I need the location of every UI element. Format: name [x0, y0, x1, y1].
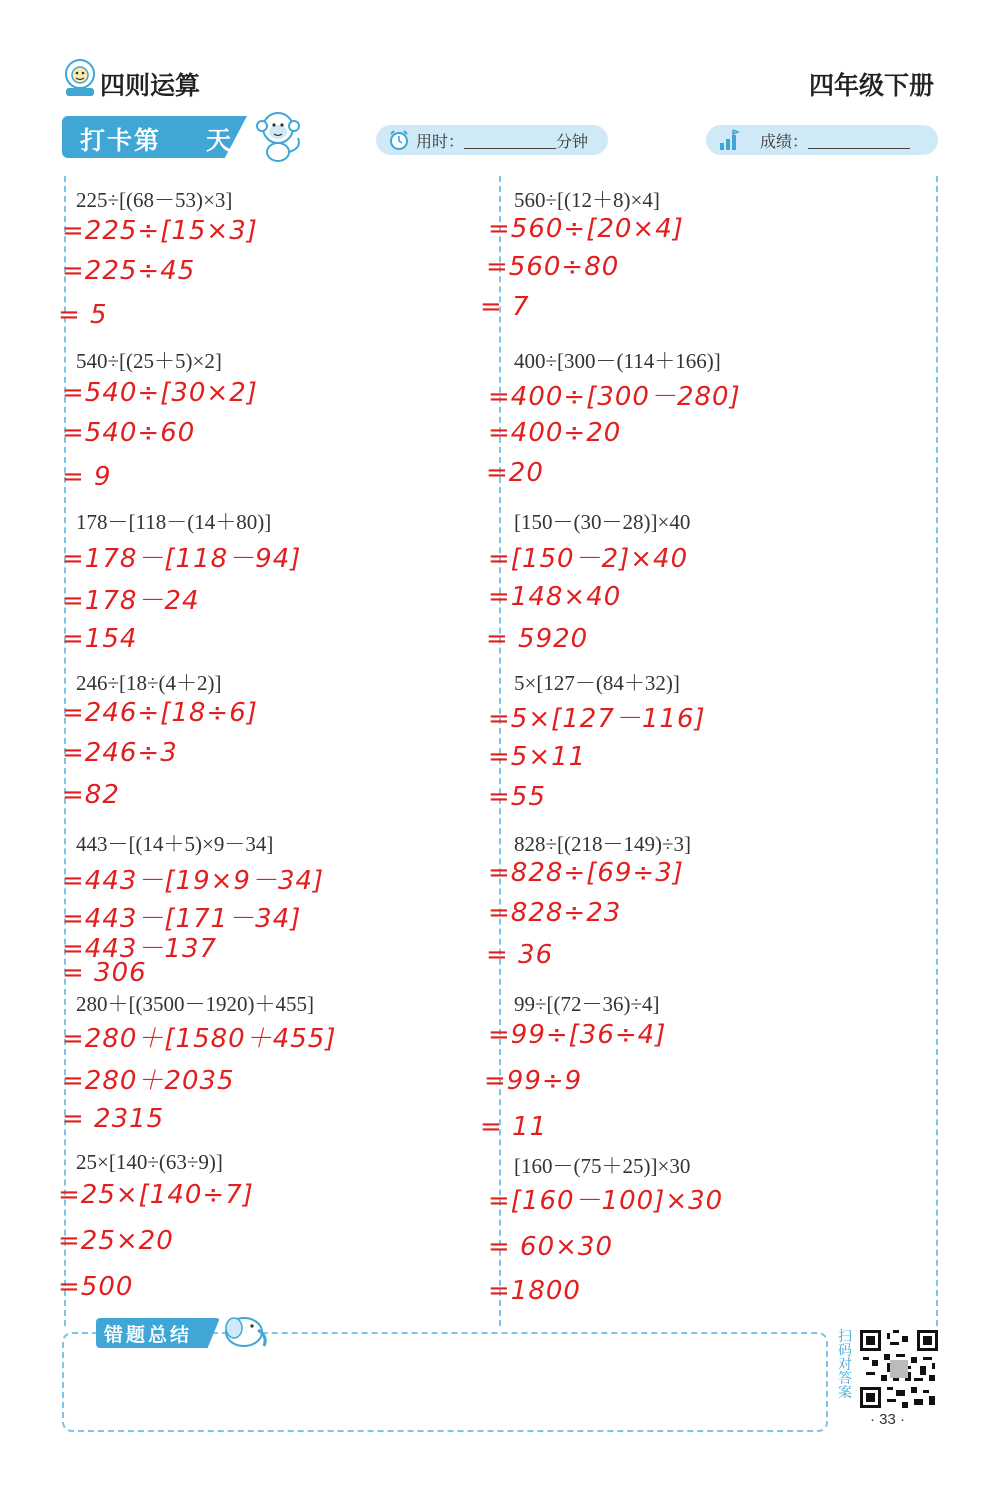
time-label: 用时： — [416, 131, 465, 151]
elephant-icon — [218, 1310, 272, 1350]
solution-step: =828÷[69÷3] — [488, 858, 684, 888]
solution-step: =5×[127－116] — [488, 704, 706, 734]
score-label: 成绩： — [760, 131, 809, 151]
problem-expression: [160－(75＋25)]×30 — [514, 1154, 691, 1178]
solution-step: =225÷[15×3] — [62, 216, 258, 246]
solution-step: =246÷[18÷6] — [62, 698, 258, 728]
solution-step: = 5 — [58, 300, 108, 330]
solution-step: = 60×30 — [488, 1232, 614, 1262]
score-chart-icon — [718, 129, 740, 151]
problem-expression: 99÷[(72－36)÷4] — [514, 992, 660, 1016]
score-field — [706, 125, 938, 155]
solution-step: = 5920 — [486, 624, 589, 654]
problem-expression: 560÷[(12＋8)×4] — [514, 188, 660, 212]
solution-step: =400÷20 — [488, 418, 622, 448]
problem-expression: 25×[140÷(63÷9)] — [76, 1150, 223, 1174]
problem-expression: 225÷[(68－53)×3] — [76, 188, 233, 212]
problem-expression: 828÷[(218－149)÷3] — [514, 832, 692, 856]
problem-expression: 443－[(14＋5)×9－34] — [76, 832, 274, 856]
problem-expression: 178－[118－(14＋80)] — [76, 510, 272, 534]
solution-step: =500 — [58, 1272, 134, 1302]
solution-step: =280＋[1580＋455] — [62, 1024, 337, 1054]
mistake-summary-label: 错题总结 — [104, 1324, 193, 1346]
solution-step: = 9 — [62, 462, 112, 492]
monkey-icon — [252, 108, 306, 164]
checkin-day-unit: 天 — [206, 126, 232, 155]
solution-step: = 36 — [486, 940, 554, 970]
solution-step: =560÷[20×4] — [488, 214, 684, 244]
solution-step: =82 — [62, 780, 120, 810]
problem-expression: 280＋[(3500－1920)＋455] — [76, 992, 314, 1016]
solution-step: =25×20 — [58, 1226, 174, 1256]
problem-expression: 246÷[18÷(4＋2)] — [76, 671, 222, 695]
problem-expression: [150－(30－28)]×40 — [514, 510, 691, 534]
solution-step: =5×11 — [488, 742, 587, 772]
solution-step: =25×[140÷7] — [58, 1180, 254, 1210]
solution-step: =20 — [486, 458, 544, 488]
solution-step: = 2315 — [62, 1104, 165, 1134]
right-border — [936, 176, 938, 1326]
solution-step: =443－[171－34] — [62, 904, 302, 934]
time-input[interactable] — [464, 132, 556, 149]
solution-step: =400÷[300－280] — [488, 382, 741, 412]
qr-code-icon[interactable] — [860, 1330, 938, 1408]
alarm-clock-icon — [388, 129, 410, 151]
solution-step: =246÷3 — [62, 738, 178, 768]
problem-expression: 5×[127－(84＋32)] — [514, 671, 680, 695]
time-unit: 分钟 — [556, 131, 589, 151]
solution-step: =540÷60 — [62, 418, 196, 448]
solution-step: =828÷23 — [488, 898, 622, 928]
solution-step: =443－[19×9－34] — [62, 866, 325, 896]
solution-step: =99÷[36÷4] — [488, 1020, 667, 1050]
solution-step: =540÷[30×2] — [62, 378, 258, 408]
solution-step: =560÷80 — [486, 252, 620, 282]
score-input[interactable] — [808, 132, 910, 149]
time-field — [376, 125, 608, 155]
problem-expression: 540÷[(25＋5)×2] — [76, 349, 222, 373]
solution-step: =443－137 — [62, 934, 218, 964]
solution-step: = 11 — [480, 1112, 548, 1142]
grade-label: 四年级下册 — [808, 71, 934, 100]
scan-answer-label: 扫码对答案 — [838, 1329, 852, 1401]
checkin-label: 打卡第 — [80, 126, 162, 155]
solution-step: =[150－2]×40 — [488, 544, 689, 574]
lion-logo-icon — [62, 58, 98, 98]
solution-step: =280＋2035 — [62, 1066, 235, 1096]
solution-step: =225÷45 — [62, 256, 196, 286]
problem-expression: 400÷[300－(114＋166)] — [514, 349, 721, 373]
solution-step: = 7 — [480, 292, 530, 322]
solution-step: = 306 — [62, 958, 147, 988]
solution-step: =[160－100]×30 — [488, 1186, 724, 1216]
solution-step: =154 — [62, 624, 138, 654]
solution-step: =1800 — [488, 1276, 581, 1306]
page-number: · 33 · — [870, 1411, 906, 1428]
solution-step: =178－24 — [62, 586, 200, 616]
solution-step: =148×40 — [488, 582, 622, 612]
solution-step: =178－[118－94] — [62, 544, 302, 574]
solution-step: =55 — [488, 782, 546, 812]
book-title: 四则运算 — [100, 71, 201, 100]
solution-step: =99÷9 — [484, 1066, 583, 1096]
